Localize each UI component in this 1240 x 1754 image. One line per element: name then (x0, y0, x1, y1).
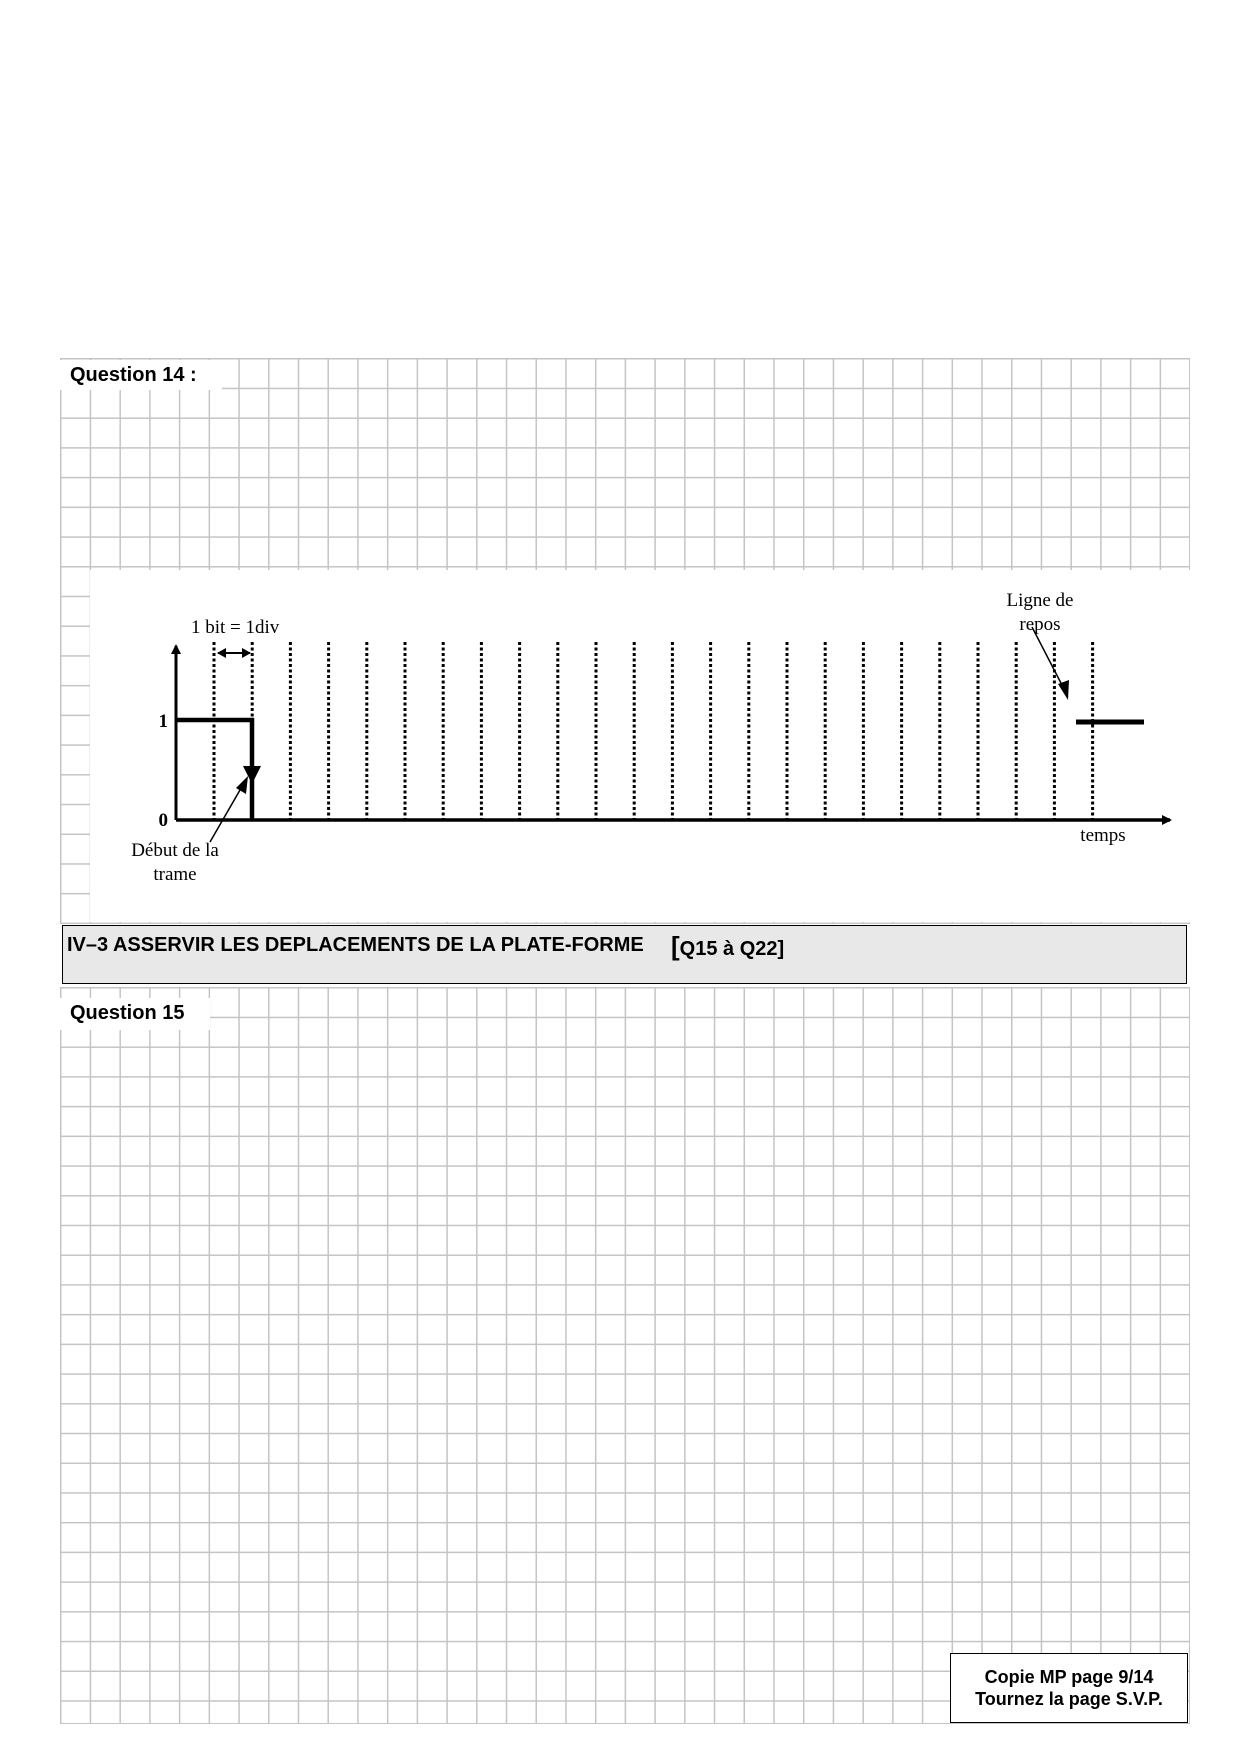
y-tick-0: 0 (158, 810, 168, 831)
bit-width-arrow-left (217, 648, 226, 658)
frame-timing-figure (90, 570, 1190, 922)
frame-start-leader-arrow (236, 776, 248, 794)
frame-timing-chart (90, 570, 1190, 922)
bit-width-arrow-right (242, 648, 251, 658)
section-title: IV–3 ASSERVIR LES DEPLACEMENTS DE LA PLATE-FORME (67, 934, 644, 956)
section-ref-text: Q15 à Q22] (679, 938, 785, 960)
section-question-range (671, 931, 784, 962)
question-14-label: Question 14 : (60, 360, 222, 390)
rest-leader-arrow (1058, 680, 1069, 700)
rest-label-line2: repos (1019, 614, 1061, 635)
frame-start-label-line2: trame (153, 864, 197, 885)
page-footer-box (950, 1653, 1188, 1723)
frame-start-label-line1: Début de la (131, 840, 219, 861)
footer-turn-page: Tournez la page S.V.P. (975, 1689, 1163, 1709)
section-ref-bracket: [ (671, 931, 680, 961)
rest-leader-line (1032, 627, 1063, 687)
bit-note-label: 1 bit = 1div (191, 617, 280, 638)
y-tick-1: 1 (158, 711, 168, 732)
time-axis-label: temps (1080, 825, 1126, 846)
question-15-label: Question 15 (60, 998, 210, 1030)
footer-page-number: Copie MP page 9/14 (984, 1667, 1154, 1687)
section-header (62, 925, 1187, 984)
rest-label-line1: Ligne de (1006, 590, 1074, 611)
bit-division-lines (214, 642, 1093, 820)
answer-grid-q15 (60, 987, 1190, 1724)
